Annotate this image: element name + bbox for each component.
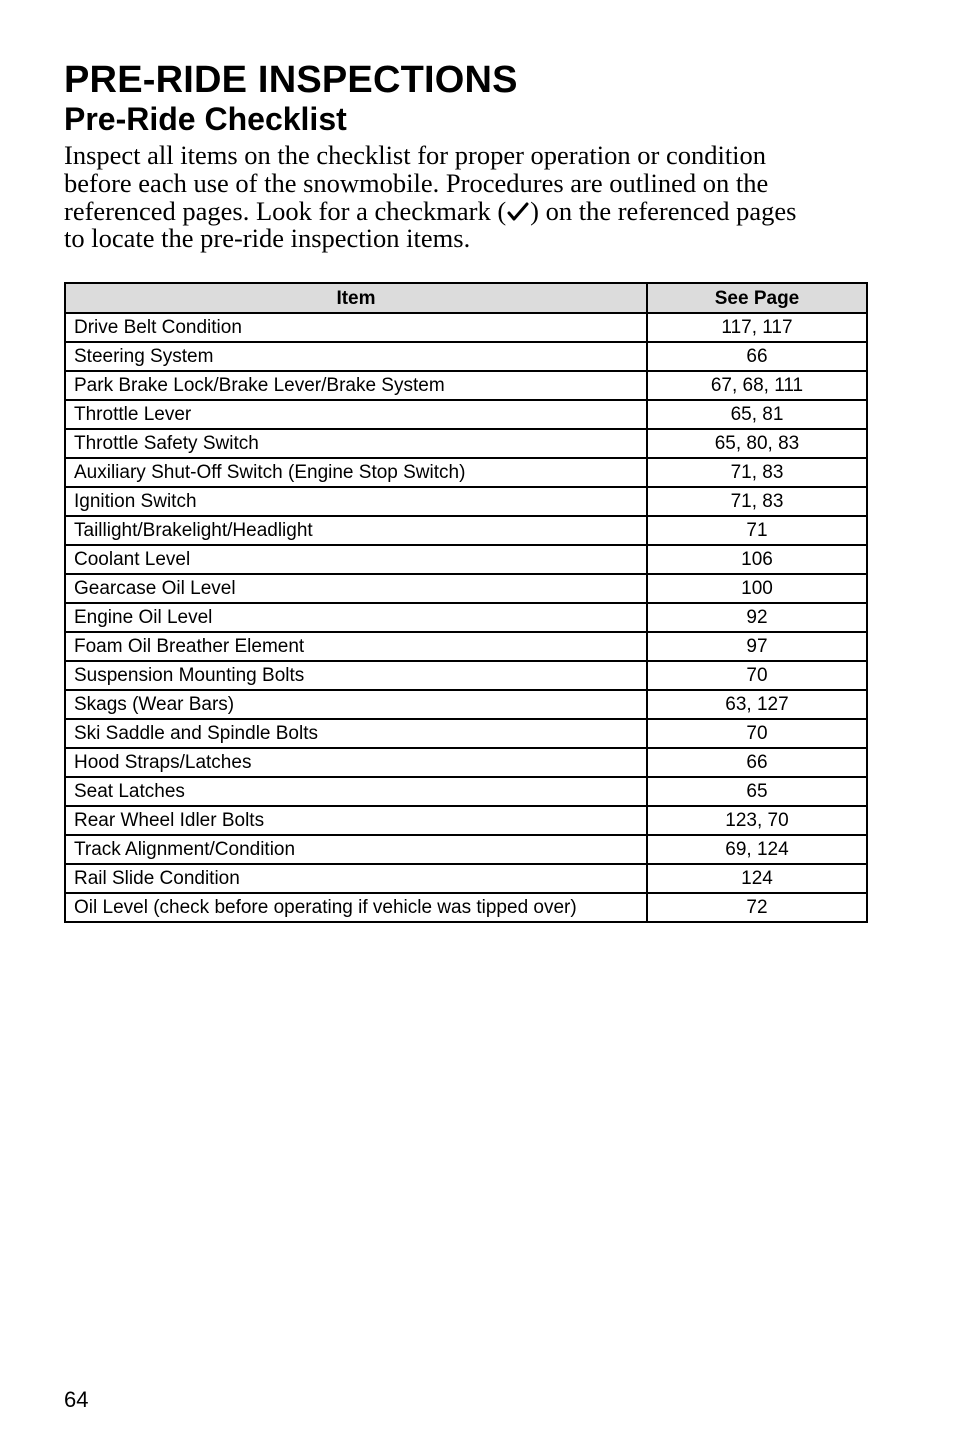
table-row [65,574,867,603]
see-page-cell: 65 [647,777,867,806]
intro-line-3-end: ) on the referenced pages [530,195,797,226]
table-row [65,864,867,893]
checklist-item-cell: Coolant Level [65,545,647,574]
see-page-cell: 97 [647,632,867,661]
intro-line-4: to locate the pre-ride inspection items. [64,223,471,254]
column-header-item: Item [65,283,647,313]
table-row [65,748,867,777]
checkmark-icon [507,200,529,222]
table-row [65,487,867,516]
see-page-cell: 65, 80, 83 [647,429,867,458]
table-row [65,342,867,371]
table-row [65,313,867,342]
table-row [65,661,867,690]
checklist-item-cell: Rail Slide Condition [65,864,647,893]
table-row [65,458,867,487]
see-page-cell: 67, 68, 111 [647,371,867,400]
see-page-cell: 66 [647,748,867,777]
checklist-item-cell: Hood Straps/Latches [65,748,647,777]
checklist-item-cell: Park Brake Lock/Brake Lever/Brake System [65,371,647,400]
see-page-cell: 123, 70 [647,806,867,835]
intro-line-2: before each use of the snowmobile. Procedures are outlined on the [64,167,769,198]
checklist-item-cell: Suspension Mounting Bolts [65,661,647,690]
column-header-see-page: See Page [647,283,867,313]
pre-ride-checklist-table [64,282,868,923]
checklist-item-cell: Oil Level (check before operating if vehicle was tipped over) [65,893,647,922]
table-row [65,603,867,632]
table-row [65,632,867,661]
see-page-cell: 65, 81 [647,400,867,429]
checklist-item-cell: Track Alignment/Condition [65,835,647,864]
table-row [65,719,867,748]
table-header-row [65,283,867,313]
intro-line-1: Inspect all items on the checklist for proper operation or condition [64,140,767,170]
table-body [65,313,867,922]
intro-line-3 [64,195,864,226]
see-page-cell: 70 [647,661,867,690]
intro-paragraph [64,142,864,253]
table-row [65,429,867,458]
checklist-item-cell: Gearcase Oil Level [65,574,647,603]
table-row [65,516,867,545]
checklist-item-cell: Steering System [65,342,647,371]
see-page-cell: 69, 124 [647,835,867,864]
checklist-item-cell: Throttle Safety Switch [65,429,647,458]
checklist-item-cell: Seat Latches [65,777,647,806]
checklist-item-cell: Foam Oil Breather Element [65,632,647,661]
table-row [65,835,867,864]
see-page-cell: 71, 83 [647,458,867,487]
see-page-cell: 106 [647,545,867,574]
table-row [65,893,867,922]
see-page-cell: 124 [647,864,867,893]
table-row [65,806,867,835]
table-row [65,777,867,806]
table-row [65,400,867,429]
section-subtitle: Pre-Ride Checklist [64,101,347,137]
checklist-item-cell: Taillight/Brakelight/Headlight [65,516,647,545]
see-page-cell: 70 [647,719,867,748]
table-row [65,690,867,719]
checklist-item-cell: Engine Oil Level [65,603,647,632]
intro-line-3-start: referenced pages. Look for a checkmark ( [64,195,507,226]
see-page-cell: 100 [647,574,867,603]
see-page-cell: 71 [647,516,867,545]
table-row [65,545,867,574]
see-page-cell: 66 [647,342,867,371]
checklist-item-cell: Auxiliary Shut-Off Switch (Engine Stop Switch) [65,458,647,487]
table-row [65,371,867,400]
see-page-cell: 117, 117 [647,313,867,342]
checklist-item-cell: Drive Belt Condition [65,313,647,342]
checklist-item-cell: Rear Wheel Idler Bolts [65,806,647,835]
see-page-cell: 92 [647,603,867,632]
checklist-item-cell: Skags (Wear Bars) [65,690,647,719]
checklist-item-cell: Throttle Lever [65,400,647,429]
see-page-cell: 63, 127 [647,690,867,719]
checklist-item-cell: Ignition Switch [65,487,647,516]
see-page-cell: 72 [647,893,867,922]
checklist-item-cell: Ski Saddle and Spindle Bolts [65,719,647,748]
see-page-cell: 71, 83 [647,487,867,516]
page-number: 64 [64,1387,89,1412]
page-title: PRE-RIDE INSPECTIONS [64,59,518,101]
